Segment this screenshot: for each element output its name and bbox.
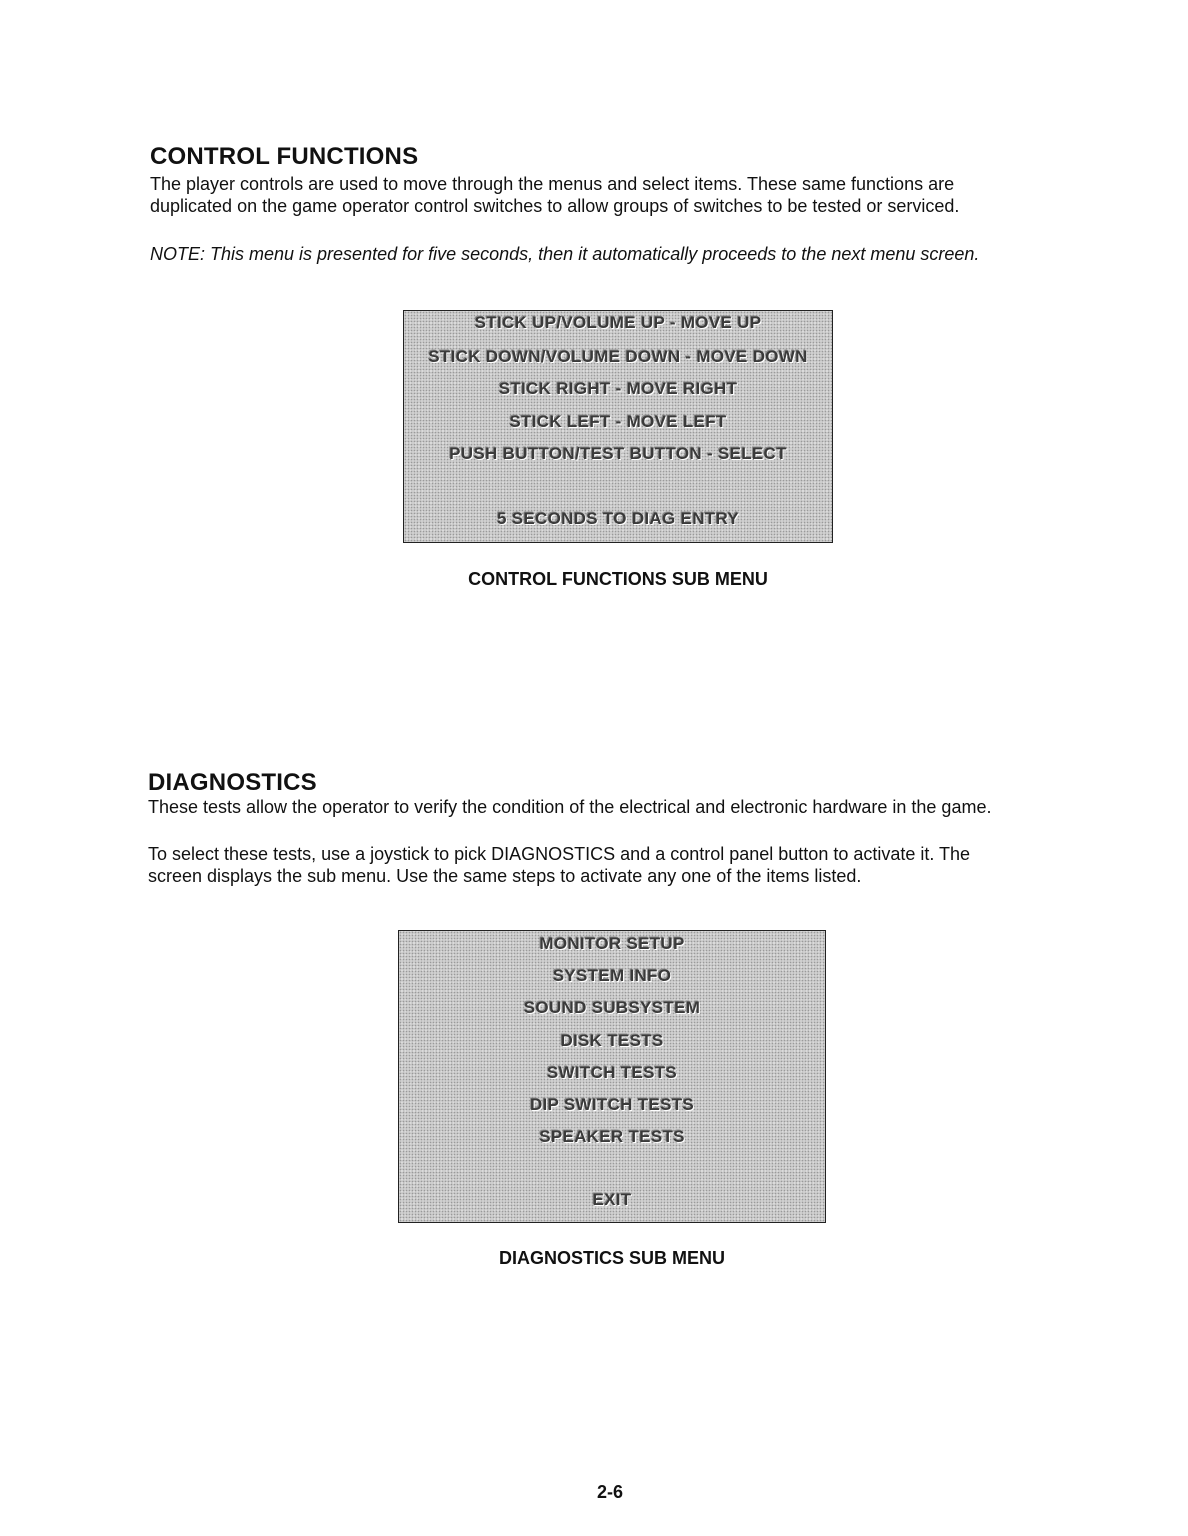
menu-item-stick-up: STICK UP/VOLUME UP - MOVE UP — [474, 313, 762, 332]
control-functions-note: NOTE: This menu is presented for five seconds, then it automatically proceeds to the next menu screen. — [150, 244, 980, 264]
diagnostics-paragraph2-line2: screen displays the sub menu. Use the same steps to activate any one of the items listed. — [148, 866, 862, 886]
diagnostics-paragraph2-line1: To select these tests, use a joystick to pick DIAGNOSTICS and a control panel button to activate it. The — [148, 844, 971, 864]
menu-item-stick-left: STICK LEFT - MOVE LEFT — [509, 412, 727, 431]
control-functions-heading: CONTROL FUNCTIONS — [150, 143, 419, 170]
menu-item-monitor-setup: MONITOR SETUP — [539, 934, 685, 953]
control-functions-paragraph-line1: The player controls are used to move through the menus and select items. These same functions are — [150, 174, 955, 194]
control-functions-menu-screen — [403, 310, 833, 543]
menu-item-exit: EXIT — [592, 1190, 632, 1209]
menu-item-system-info: SYSTEM INFO — [552, 966, 672, 985]
menu-item-disk-tests: DISK TESTS — [560, 1031, 664, 1050]
control-functions-paragraph-line2: duplicated on the game operator control switches to allow groups of switches to be tested or serviced. — [150, 196, 960, 216]
diagnostics-menu-screen — [398, 930, 826, 1223]
page-number: 2-6 — [596, 1482, 623, 1502]
diagnostics-caption: DIAGNOSTICS SUB MENU — [498, 1248, 725, 1268]
menu-item-stick-down: STICK DOWN/VOLUME DOWN - MOVE DOWN — [428, 347, 808, 366]
control-functions-caption: CONTROL FUNCTIONS SUB MENU — [468, 569, 768, 589]
menu-item-stick-right: STICK RIGHT - MOVE RIGHT — [498, 379, 738, 398]
diagnostics-heading: DIAGNOSTICS — [148, 769, 317, 796]
menu-item-sound-subsystem: SOUND SUBSYSTEM — [523, 998, 701, 1017]
menu-item-diag-countdown: 5 SECONDS TO DIAG ENTRY — [496, 509, 740, 528]
menu-item-dip-switch-tests: DIP SWITCH TESTS — [529, 1095, 695, 1114]
diagnostics-paragraph1: These tests allow the operator to verify the condition of the electrical and electronic hardware in the game. — [148, 797, 992, 817]
menu-item-switch-tests: SWITCH TESTS — [546, 1063, 678, 1082]
menu-item-push-button: PUSH BUTTON/TEST BUTTON - SELECT — [449, 444, 787, 463]
menu-item-speaker-tests: SPEAKER TESTS — [539, 1127, 685, 1146]
